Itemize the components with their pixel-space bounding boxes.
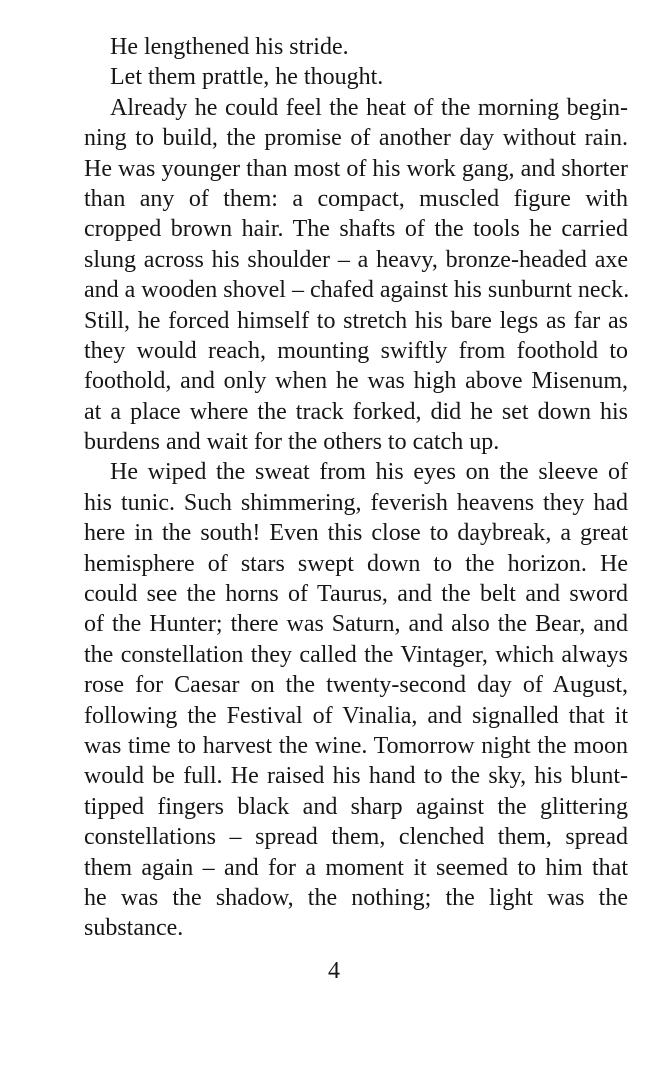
text-line: Let them prattle, he thought. — [110, 64, 384, 91]
text-line: Already he could feel the heat of the morning begin- — [110, 94, 628, 121]
text-line: he was the shadow, the nothing; the light was the — [84, 884, 628, 911]
text-line: would be full. He raised his hand to the sky, his blunt- — [84, 763, 628, 790]
page-number: 4 — [328, 958, 340, 984]
text-line: was time to harvest the wine. Tomorrow night the moon — [84, 732, 628, 759]
text-line: hemisphere of stars swept down to the horizon. He — [84, 550, 628, 577]
text-line: them again – and for a moment it seemed to him that — [84, 854, 628, 881]
text-line: constellations – spread them, clenched them, spread — [84, 824, 628, 851]
text-line: He was younger than most of his work gang, and shorter — [84, 155, 628, 182]
text-line: the constellation they called the Vintager, which always — [84, 641, 628, 668]
text-line: at a place where the track forked, did he set down his — [84, 398, 628, 425]
text-line: and a wooden shovel – chafed against his sunburnt neck. — [84, 277, 630, 304]
text-line: burdens and wait for the others to catch up. — [84, 429, 500, 456]
text-line: rose for Caesar on the twenty-second day of August, — [84, 672, 628, 699]
text-line: slung across his shoulder – a heavy, bronze-headed axe — [84, 246, 628, 273]
text-line: tipped fingers black and sharp against the glittering — [84, 793, 628, 820]
text-line: cropped brown hair. The shafts of the tools he carried — [84, 216, 628, 243]
text-line: Still, he forced himself to stretch his bare legs as far as — [84, 307, 628, 334]
text-line: of the Hunter; there was Saturn, and also the Bear, and — [84, 611, 628, 638]
text-line: substance. — [84, 915, 184, 942]
text-line: foothold, and only when he was high above Misenum, — [84, 368, 628, 395]
text-line: following the Festival of Vinalia, and signalled that it — [84, 702, 628, 729]
text-line: they would reach, mounting swiftly from foothold to — [84, 337, 628, 364]
text-line: He wiped the sweat from his eyes on the sleeve of — [110, 459, 628, 486]
text-line: here in the south! Even this close to daybreak, a great — [84, 520, 628, 547]
body-text — [84, 32, 628, 944]
text-line: his tunic. Such shimmering, feverish heavens they had — [84, 489, 628, 516]
text-line: could see the horns of Taurus, and the belt and sword — [84, 581, 628, 608]
text-line: He lengthened his stride. — [110, 34, 349, 60]
text-line: than any of them: a compact, muscled figure with — [84, 185, 628, 212]
text-line: ning to build, the promise of another day without rain. — [84, 125, 628, 152]
